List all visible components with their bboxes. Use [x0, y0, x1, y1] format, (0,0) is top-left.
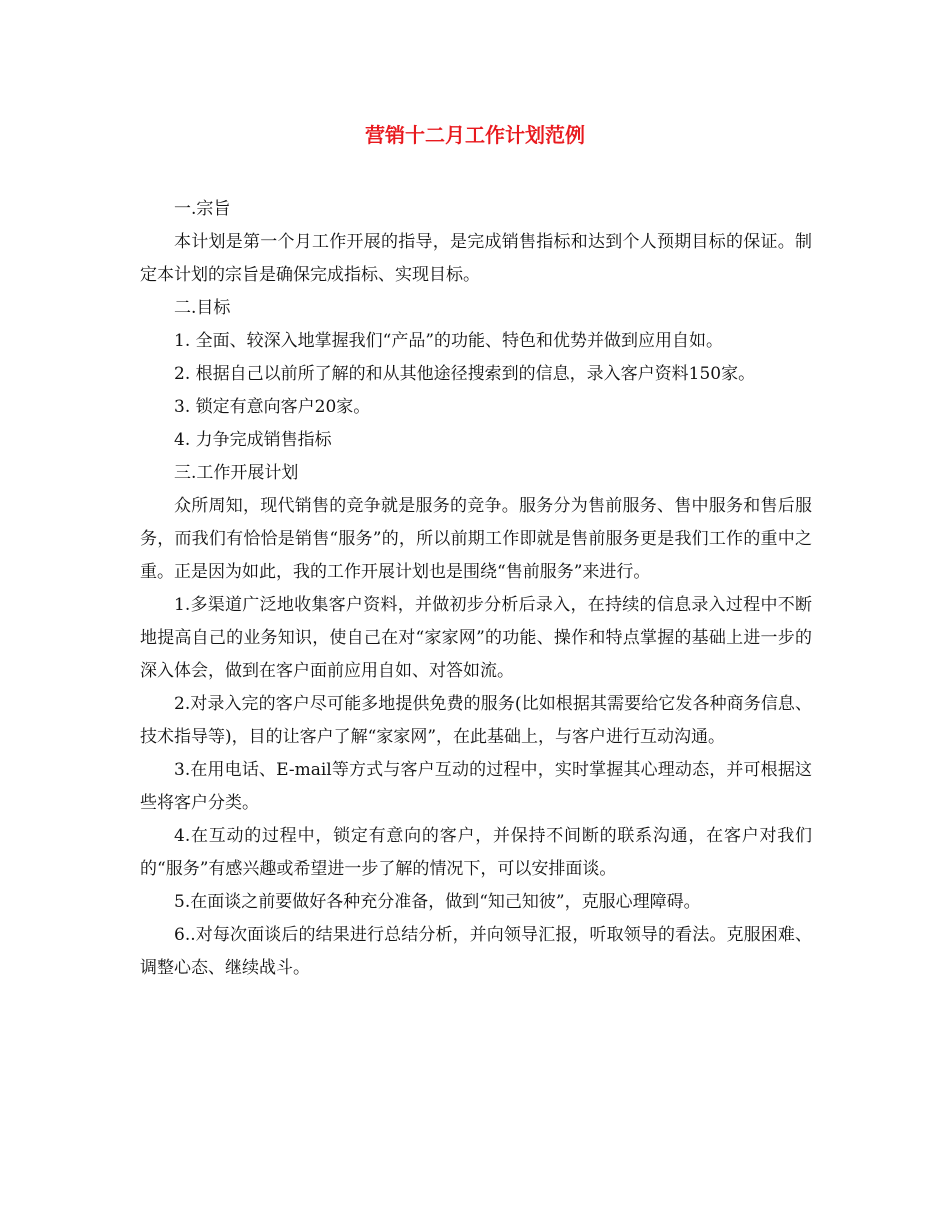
- goal-item-3: 3. 锁定有意向客户20家。: [174, 397, 371, 417]
- plan-item-5: 5.在面谈之前要做好各种充分准备，做到“知己知彼”，克服心理障碍。: [174, 892, 701, 912]
- document-body: [140, 193, 812, 985]
- plan-item-1: 1.多渠道广泛地收集客户资料，并做初步分析后录入，在持续的信息录入过程中不断地提高自己的业务知识，使自己在对“家家网”的功能、操作和特点掌握的基础上进一步的深入体会，做到在客户面前应用自如、对答如流。: [140, 595, 812, 681]
- section-heading-goals: 二.目标: [174, 298, 231, 318]
- section-heading-purpose: 一.宗旨: [174, 199, 231, 219]
- goal-item-2: 2. 根据自己以前所了解的和从其他途径搜索到的信息，录入客户资料150家。: [174, 364, 756, 384]
- plan-item-3: 3.在用电话、E-mail等方式与客户互动的过程中，实时掌握其心理动态，并可根据这些将客户分类。: [140, 760, 812, 813]
- plan-item-2: 2.对录入完的客户尽可能多地提供免费的服务(比如根据其需要给它发各种商务信息、技术指导等)，目的让客户了解“家家网”，在此基础上，与客户进行互动沟通。: [140, 694, 812, 747]
- paragraph-work-plan-intro: 众所周知，现代销售的竞争就是服务的竞争。服务分为售前服务、售中服务和售后服务，而我们有恰恰是销售“服务”的，所以前期工作即就是售前服务更是我们工作的重中之重。正是因为如此，我的工作开展计划也是围绕“售前服务”来进行。: [140, 496, 812, 582]
- plan-item-6: 6..对每次面谈后的结果进行总结分析，并向领导汇报，听取领导的看法。克服困难、调整心态、继续战斗。: [140, 925, 812, 978]
- paragraph-purpose: 本计划是第一个月工作开展的指导，是完成销售指标和达到个人预期目标的保证。制定本计划的宗旨是确保完成指标、实现目标。: [140, 232, 812, 285]
- document-title: 营销十二月工作计划范例: [365, 123, 585, 147]
- section-heading-work-plan: 三.工作开展计划: [174, 463, 299, 483]
- goal-item-1: 1. 全面、较深入地掌握我们“产品”的功能、特色和优势并做到应用自如。: [174, 331, 724, 351]
- goal-item-4: 4. 力争完成销售指标: [174, 430, 332, 450]
- plan-item-4: 4.在互动的过程中，锁定有意向的客户，并保持不间断的联系沟通，在客户对我们的“服务”有感兴趣或希望进一步了解的情况下，可以安排面谈。: [140, 826, 812, 879]
